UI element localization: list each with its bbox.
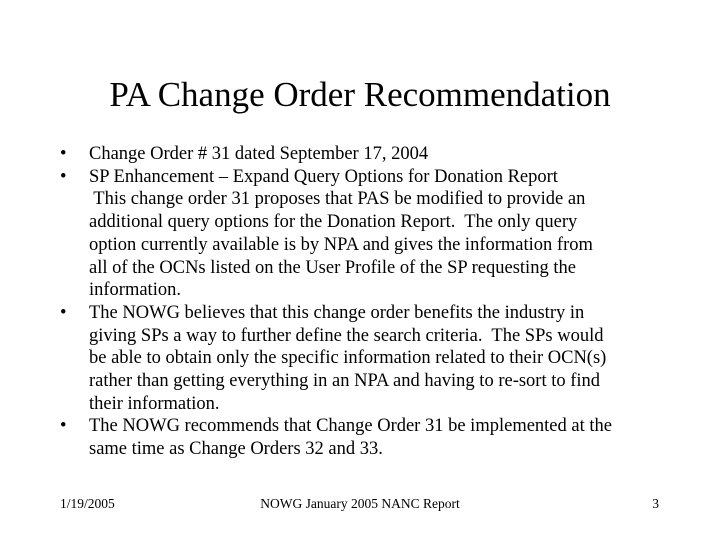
bullet-marker: • xyxy=(60,166,67,187)
bullet-line: be able to obtain only the specific information related to their OCN(s) xyxy=(89,348,607,369)
bullet-line: Change Order # 31 dated September 17, 2004 xyxy=(89,144,429,164)
bullet-nowg-believes xyxy=(60,302,670,416)
bullet-line: The NOWG believes that this change order benefits the industry in xyxy=(89,302,585,323)
bullet-marker: • xyxy=(60,416,67,437)
bullet-line: SP Enhancement – Expand Query Options for Donation Report xyxy=(89,166,558,187)
slide-body xyxy=(60,143,670,461)
description-line: This change order 31 proposes that PAS be modified to provide an xyxy=(89,189,586,210)
bullet-line: their information. xyxy=(89,393,220,414)
description-line: additional query options for the Donation Report. The only query xyxy=(89,212,578,233)
footer-page-number: 3 xyxy=(652,496,659,511)
description-line: all of the OCNs listed on the User Profile of the SP requesting the xyxy=(89,257,576,278)
description-line: option currently available is by NPA and gives the information from xyxy=(89,234,593,255)
slide-title: PA Change Order Recommendation xyxy=(109,75,611,114)
footer-date: 1/19/2005 xyxy=(60,496,115,511)
bullet-change-order xyxy=(60,143,670,166)
bullet-sp-enhancement xyxy=(60,166,670,189)
bullet-marker: • xyxy=(60,144,67,164)
bullet-line: The NOWG recommends that Change Order 31 be implemented at the xyxy=(89,416,612,437)
bullet-line: same time as Change Orders 32 and 33. xyxy=(89,439,383,460)
bullet-line: rather than getting everything in an NPA and having to re-sort to find xyxy=(89,371,601,392)
change-order-description xyxy=(60,188,670,302)
footer-report-title: NOWG January 2005 NANC Report xyxy=(260,496,460,511)
description-line: information. xyxy=(89,280,181,301)
bullet-line: giving SPs a way to further define the search criteria. The SPs would xyxy=(89,325,604,346)
bullet-marker: • xyxy=(60,302,67,323)
bullet-nowg-recommends xyxy=(60,415,670,460)
